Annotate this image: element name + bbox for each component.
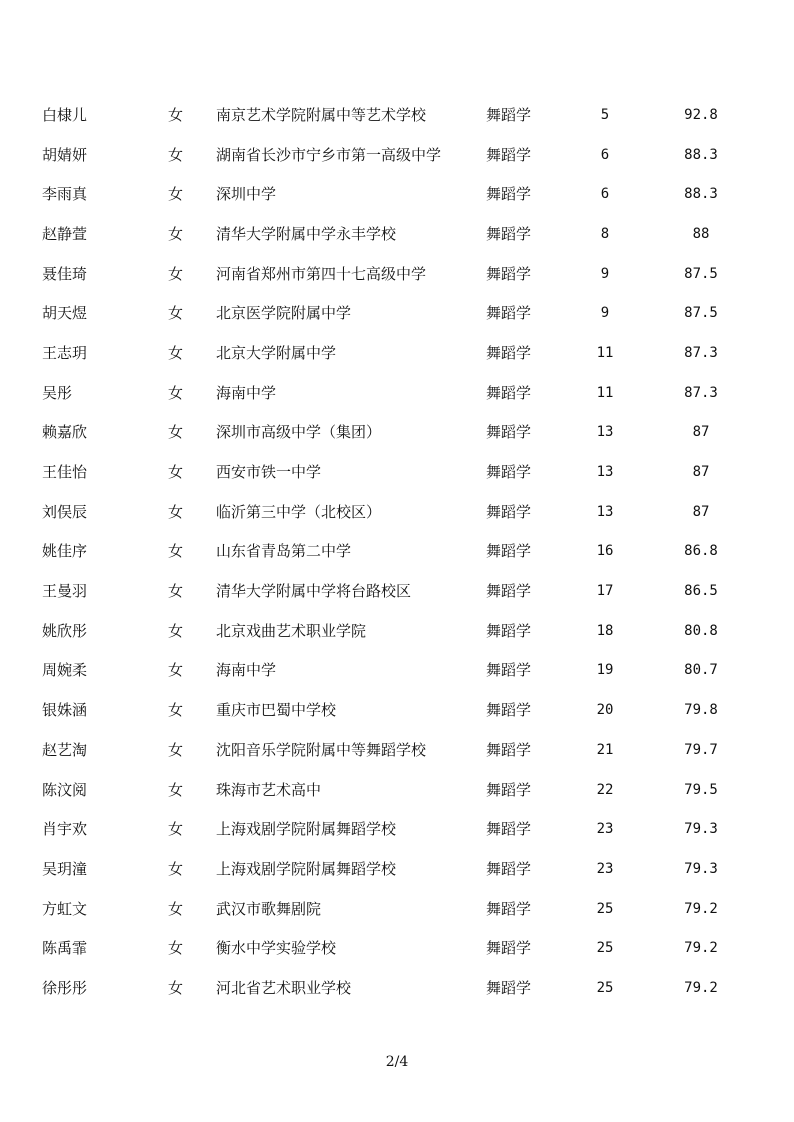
student-name: 方虹文 [42,899,88,918]
table-row [0,293,794,333]
student-school: 北京医学院附属中学 [216,304,352,323]
table-row [0,889,794,929]
student-sex: 女 [168,224,184,243]
student-score: 87.3 [684,344,718,361]
student-school: 衡水中学实验学校 [216,939,337,958]
student-sex: 女 [168,502,184,521]
student-name: 刘俣辰 [42,502,88,521]
student-school: 河北省艺术职业学校 [216,978,352,997]
student-name: 王佳怡 [42,463,88,482]
student-score: 87 [692,424,710,441]
student-school: 临沂第三中学（北校区） [216,502,382,521]
student-rank: 5 [600,106,610,123]
student-rank: 9 [600,305,610,322]
student-school: 西安市铁一中学 [216,463,322,482]
table-row [0,968,794,1008]
student-score: 79.3 [684,860,718,877]
student-school: 沈阳音乐学院附属中等舞蹈学校 [216,740,427,759]
student-sex: 女 [168,423,184,442]
student-school: 深圳中学 [216,185,277,204]
student-name: 赵静萱 [42,224,88,243]
student-rank: 25 [596,979,614,996]
student-name: 徐彤彤 [42,978,88,997]
student-sex: 女 [168,264,184,283]
student-score: 87.5 [684,265,718,282]
student-sex: 女 [168,701,184,720]
student-major: 舞蹈学 [486,423,532,442]
student-school: 武汉市歌舞剧院 [216,899,322,918]
student-rank: 8 [600,225,610,242]
student-rank: 16 [596,543,614,560]
student-name: 王曼羽 [42,582,88,601]
student-score: 79.2 [684,979,718,996]
table-row [0,809,794,849]
student-score: 87 [692,464,710,481]
student-school: 重庆市巴蜀中学校 [216,701,337,720]
student-major: 舞蹈学 [486,343,532,362]
student-rank: 13 [596,424,614,441]
student-rank: 9 [600,265,610,282]
student-name: 吴玥潼 [42,859,88,878]
student-school: 山东省青岛第二中学 [216,542,352,561]
table-row [0,611,794,651]
student-major: 舞蹈学 [486,780,532,799]
table-row [0,135,794,175]
student-rank: 13 [596,503,614,520]
student-score: 80.7 [684,662,718,679]
student-name: 肖宇欢 [42,820,88,839]
table-row [0,95,794,135]
student-rank: 20 [596,702,614,719]
student-major: 舞蹈学 [486,304,532,323]
student-sex: 女 [168,780,184,799]
student-sex: 女 [168,304,184,323]
table-row [0,651,794,691]
student-sex: 女 [168,105,184,124]
student-rank: 17 [596,583,614,600]
table-row [0,452,794,492]
student-sex: 女 [168,343,184,362]
student-sex: 女 [168,899,184,918]
student-score: 86.8 [684,543,718,560]
student-name: 胡婧妍 [42,145,88,164]
student-school: 湖南省长沙市宁乡市第一高级中学 [216,145,442,164]
student-name: 姚欣彤 [42,621,88,640]
student-school: 深圳市高级中学（集团） [216,423,382,442]
student-rank: 23 [596,821,614,838]
student-school: 南京艺术学院附属中等艺术学校 [216,105,427,124]
student-rank: 13 [596,464,614,481]
table-row [0,413,794,453]
student-sex: 女 [168,939,184,958]
student-major: 舞蹈学 [486,859,532,878]
student-school: 海南中学 [216,383,277,402]
student-score: 79.5 [684,781,718,798]
student-sex: 女 [168,621,184,640]
student-sex: 女 [168,185,184,204]
student-sex: 女 [168,582,184,601]
student-score: 80.8 [684,622,718,639]
student-school: 珠海市艺术高中 [216,780,322,799]
student-school: 河南省郑州市第四十七高级中学 [216,264,427,283]
table-row [0,492,794,532]
table-row [0,532,794,572]
student-school: 清华大学附属中学将台路校区 [216,582,412,601]
student-name: 周婉柔 [42,661,88,680]
table-row [0,770,794,810]
student-name: 姚佳序 [42,542,88,561]
student-score: 79.7 [684,741,718,758]
student-major: 舞蹈学 [486,224,532,243]
table-row [0,333,794,373]
results-table [0,95,794,1008]
table-row [0,254,794,294]
student-major: 舞蹈学 [486,105,532,124]
student-score: 87.5 [684,305,718,322]
student-major: 舞蹈学 [486,185,532,204]
student-major: 舞蹈学 [486,621,532,640]
student-sex: 女 [168,978,184,997]
student-score: 87 [692,503,710,520]
student-rank: 11 [596,344,614,361]
student-major: 舞蹈学 [486,899,532,918]
student-name: 李雨真 [42,185,88,204]
student-major: 舞蹈学 [486,502,532,521]
student-score: 88 [692,225,710,242]
student-name: 吴彤 [42,383,73,402]
student-score: 79.8 [684,702,718,719]
student-rank: 22 [596,781,614,798]
student-name: 聂佳琦 [42,264,88,283]
table-row [0,214,794,254]
student-rank: 23 [596,860,614,877]
student-sex: 女 [168,145,184,164]
student-rank: 6 [600,146,610,163]
student-major: 舞蹈学 [486,542,532,561]
student-rank: 18 [596,622,614,639]
student-major: 舞蹈学 [486,582,532,601]
student-name: 王志玥 [42,343,88,362]
student-school: 海南中学 [216,661,277,680]
student-major: 舞蹈学 [486,820,532,839]
student-name: 胡天煜 [42,304,88,323]
student-score: 79.3 [684,821,718,838]
student-score: 92.8 [684,106,718,123]
student-score: 79.2 [684,940,718,957]
student-sex: 女 [168,383,184,402]
student-sex: 女 [168,740,184,759]
student-score: 88.3 [684,146,718,163]
student-name: 陈禹霏 [42,939,88,958]
student-score: 87.3 [684,384,718,401]
student-major: 舞蹈学 [486,264,532,283]
student-name: 银姝涵 [42,701,88,720]
student-score: 88.3 [684,186,718,203]
student-name: 赖嘉欣 [42,423,88,442]
student-school: 北京大学附属中学 [216,343,337,362]
student-score: 86.5 [684,583,718,600]
student-rank: 19 [596,662,614,679]
student-major: 舞蹈学 [486,661,532,680]
student-rank: 21 [596,741,614,758]
table-row [0,373,794,413]
student-rank: 25 [596,900,614,917]
student-sex: 女 [168,859,184,878]
student-rank: 6 [600,186,610,203]
student-major: 舞蹈学 [486,701,532,720]
student-major: 舞蹈学 [486,145,532,164]
student-sex: 女 [168,820,184,839]
table-row [0,571,794,611]
student-school: 上海戏剧学院附属舞蹈学校 [216,859,397,878]
student-major: 舞蹈学 [486,740,532,759]
table-row [0,849,794,889]
student-sex: 女 [168,661,184,680]
student-major: 舞蹈学 [486,383,532,402]
table-row [0,690,794,730]
student-rank: 11 [596,384,614,401]
page-number: 2/4 [385,1054,409,1070]
student-school: 北京戏曲艺术职业学院 [216,621,367,640]
student-major: 舞蹈学 [486,978,532,997]
student-school: 上海戏剧学院附属舞蹈学校 [216,820,397,839]
student-name: 赵艺淘 [42,740,88,759]
student-major: 舞蹈学 [486,463,532,482]
student-sex: 女 [168,463,184,482]
student-name: 陈汶阅 [42,780,88,799]
table-row [0,174,794,214]
student-major: 舞蹈学 [486,939,532,958]
student-name: 白棣儿 [42,105,88,124]
table-row [0,730,794,770]
table-row [0,928,794,968]
student-score: 79.2 [684,900,718,917]
student-rank: 25 [596,940,614,957]
student-sex: 女 [168,542,184,561]
student-school: 清华大学附属中学永丰学校 [216,224,397,243]
